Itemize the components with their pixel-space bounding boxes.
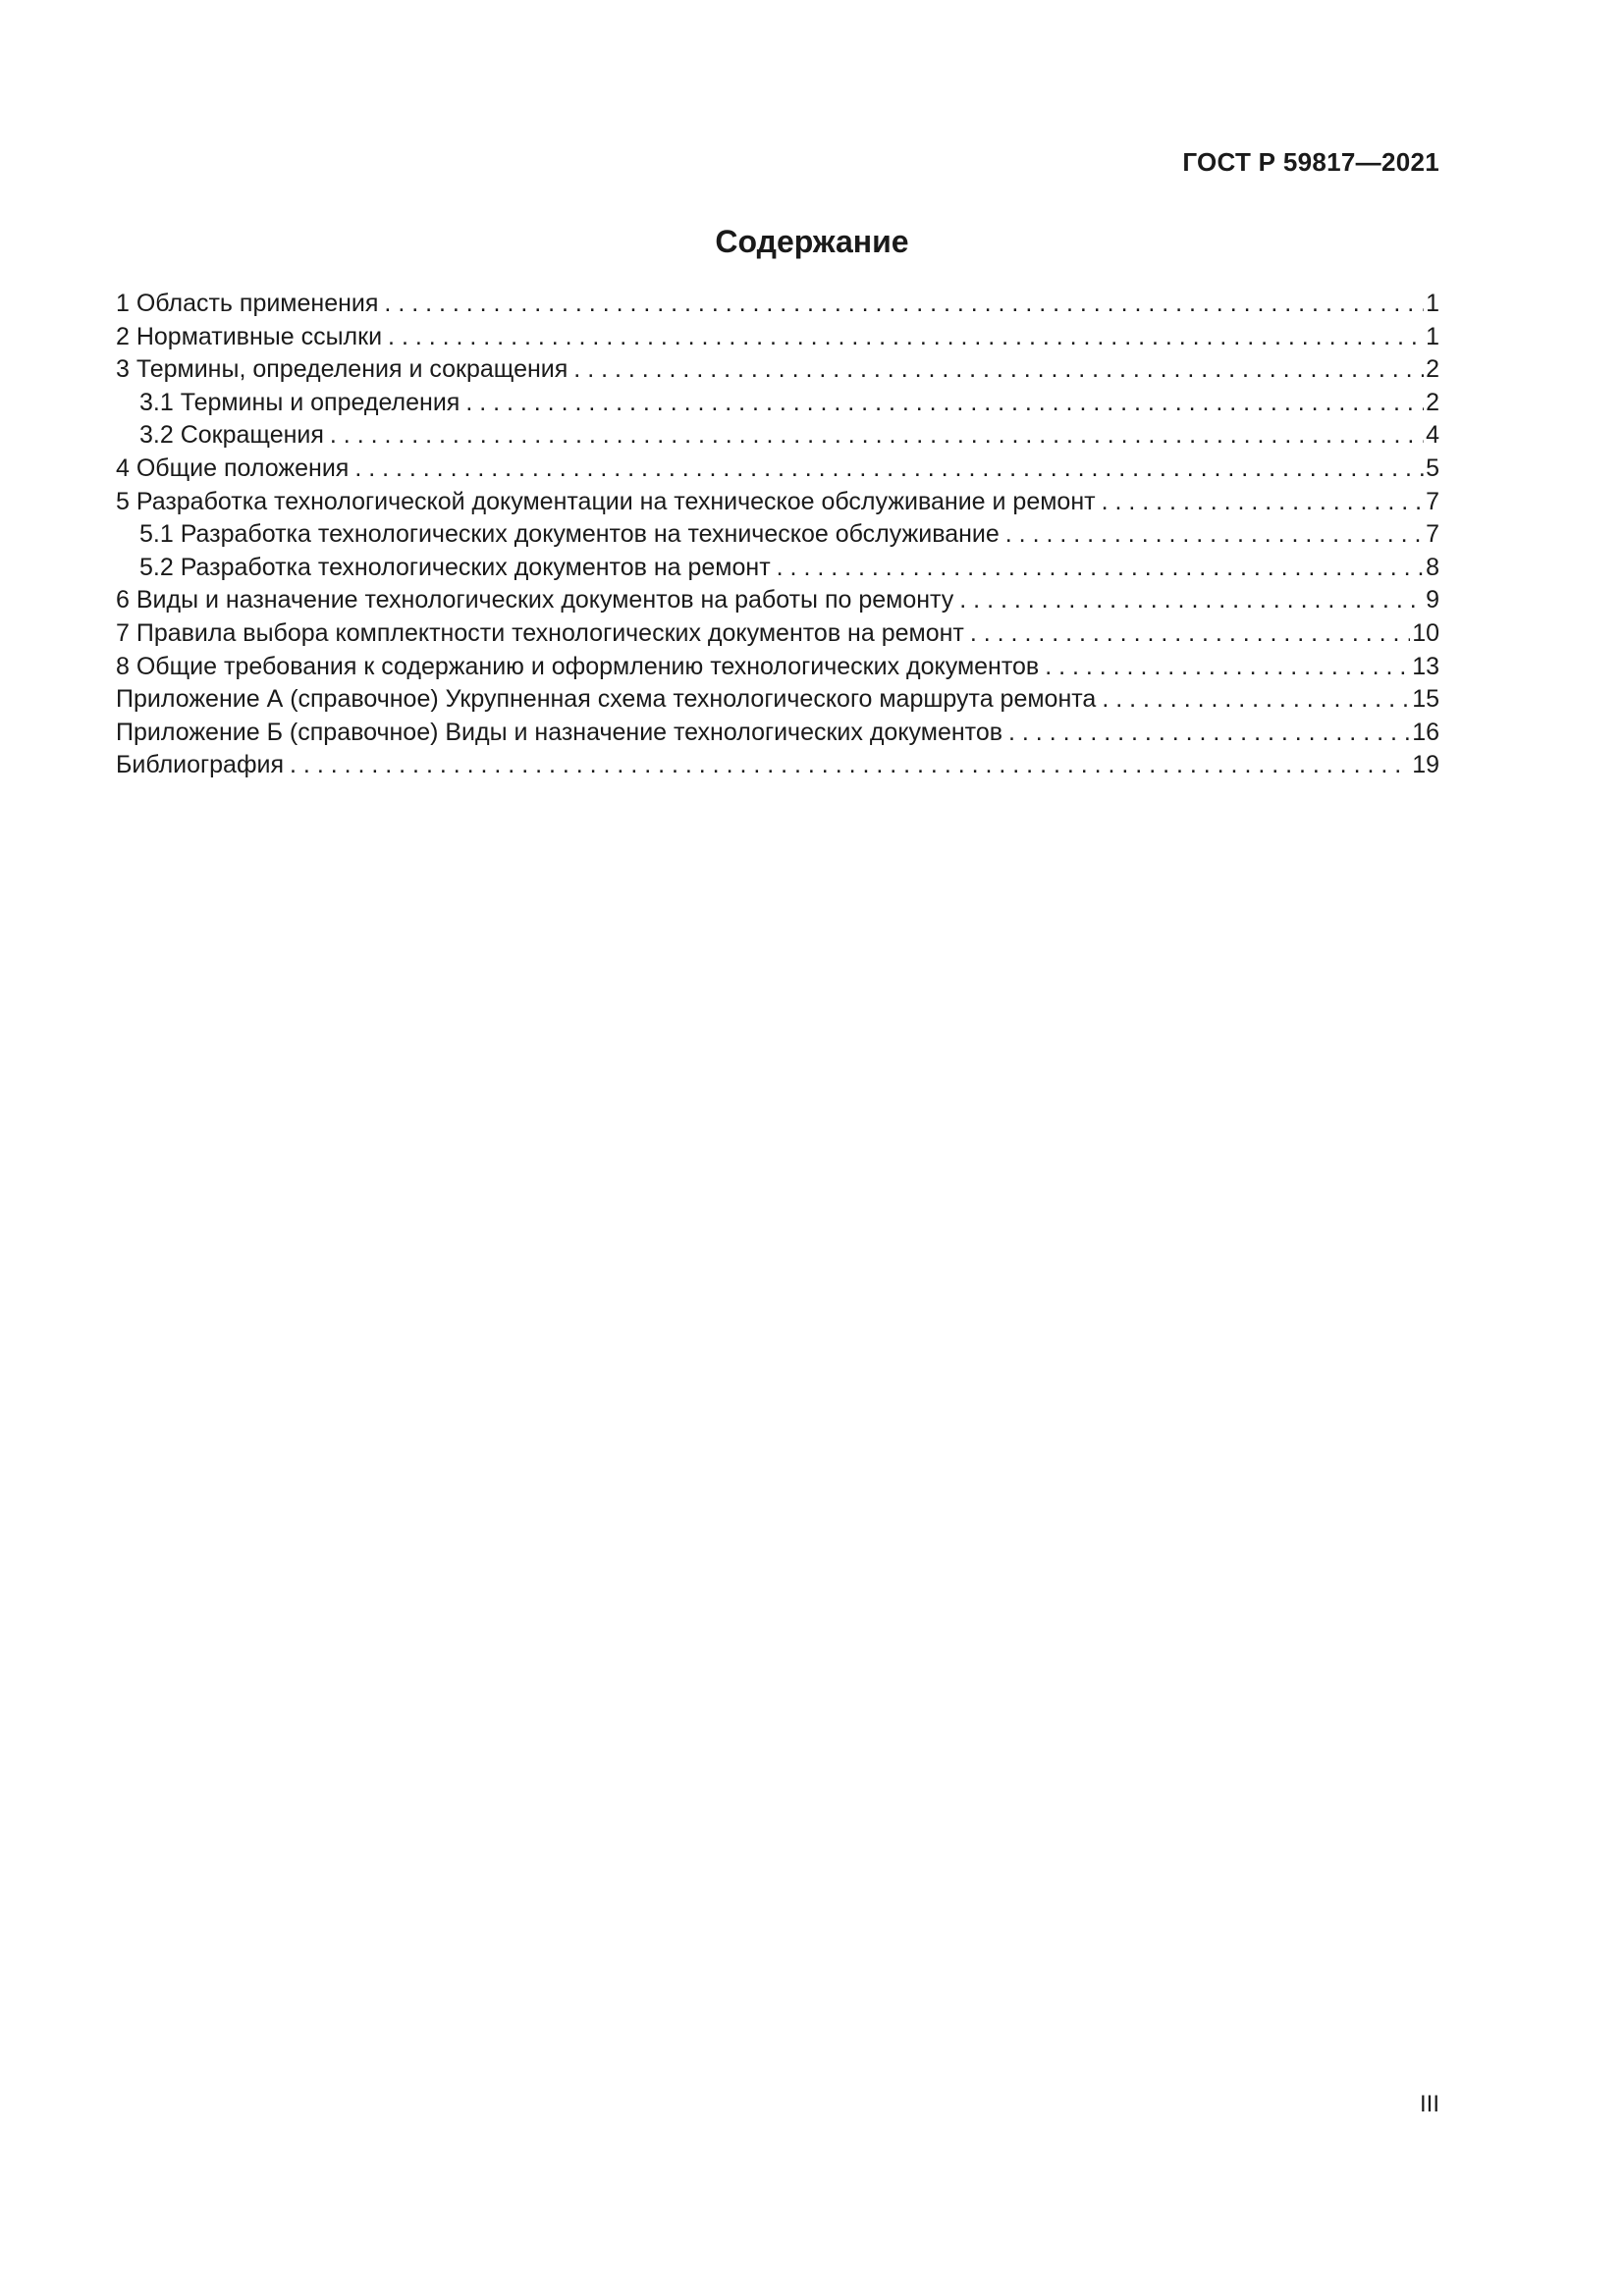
toc-entry[interactable] — [116, 353, 1439, 387]
toc-subentry[interactable] — [116, 552, 1439, 585]
toc-entry-page: 19 — [1412, 751, 1439, 779]
toc-leader-dots — [354, 453, 1424, 486]
toc-entry-label: 4 Общие положения — [116, 454, 350, 482]
toc-leader-dots — [777, 552, 1424, 585]
toc-entry-page: 2 — [1426, 388, 1439, 416]
toc-entry-label: 3.2 Сокращения — [139, 421, 324, 450]
toc-entry-page: 5 — [1426, 454, 1439, 482]
toc-entry-page: 16 — [1412, 718, 1439, 746]
toc-leader-dots — [1005, 518, 1424, 552]
toc-subentry[interactable] — [116, 387, 1439, 420]
document-code: ГОСТ Р 59817—2021 — [1182, 147, 1439, 177]
toc-leader-dots — [573, 353, 1424, 387]
toc-entry[interactable] — [116, 288, 1439, 321]
toc-leader-dots — [388, 321, 1424, 354]
toc-leader-dots — [970, 617, 1410, 651]
toc-subentry[interactable] — [116, 419, 1439, 453]
toc-entry-page: 10 — [1412, 618, 1439, 647]
toc-entry-label: 3.1 Термины и определения — [139, 388, 460, 416]
toc-title: Содержание — [715, 224, 909, 259]
toc-leader-dots — [290, 749, 1410, 782]
toc-entry[interactable] — [116, 321, 1439, 354]
toc-entry-label: 5.2 Разработка технологических документов на ремонт — [139, 553, 771, 581]
toc-leader-dots — [1102, 486, 1425, 519]
toc-entry-label: 2 Нормативные ссылки — [116, 322, 383, 350]
toc-entry[interactable] — [116, 749, 1439, 782]
toc-leader-dots — [384, 288, 1424, 321]
toc-entry-page: 1 — [1426, 322, 1439, 350]
toc-entry-label: 7 Правила выбора комплектности технологических документов на ремонт — [116, 618, 964, 647]
toc-entry[interactable] — [116, 683, 1439, 717]
toc-entry[interactable] — [116, 651, 1439, 684]
toc-leader-dots — [330, 419, 1424, 453]
toc-entry-label: 3 Термины, определения и сокращения — [116, 355, 568, 384]
toc-entry-page: 9 — [1426, 586, 1439, 614]
toc-leader-dots — [959, 584, 1424, 617]
toc-entry-label: 5 Разработка технологической документации на техническое обслуживание и ремонт — [116, 487, 1096, 515]
toc-entry[interactable] — [116, 486, 1439, 519]
toc-entry-page: 1 — [1426, 290, 1439, 317]
toc-entry-page: 13 — [1412, 652, 1439, 680]
toc-leader-dots — [1102, 683, 1410, 717]
toc-entry-label: Приложение Б (справочное) Виды и назначение технологических документов — [116, 718, 1003, 746]
table-of-contents — [116, 288, 1439, 782]
toc-subentry[interactable] — [116, 518, 1439, 552]
toc-leader-dots — [1008, 717, 1410, 750]
toc-entry-label: 5.1 Разработка технологических документов на техническое обслуживание — [139, 520, 1000, 549]
toc-entry-label: 6 Виды и назначение технологических документов на работы по ремонту — [116, 586, 954, 614]
toc-leader-dots — [1045, 651, 1410, 684]
toc-leader-dots — [465, 387, 1424, 420]
toc-entry-label: Приложение А (справочное) Укрупненная схема технологического маршрута ремонта — [116, 685, 1097, 714]
toc-entry-page: 7 — [1426, 520, 1439, 549]
toc-entry-page: 15 — [1412, 685, 1439, 714]
toc-entry-page: 8 — [1426, 553, 1439, 581]
toc-entry-label: 1 Область применения — [116, 290, 379, 317]
toc-entry-label: Библиография — [116, 751, 285, 779]
toc-entry-page: 4 — [1426, 421, 1439, 450]
toc-entry[interactable] — [116, 453, 1439, 486]
toc-entry-page: 7 — [1426, 487, 1439, 515]
toc-entry-page: 2 — [1426, 355, 1439, 384]
toc-entry[interactable] — [116, 584, 1439, 617]
toc-entry[interactable] — [116, 617, 1439, 651]
toc-entry-label: 8 Общие требования к содержанию и оформлению технологических документов — [116, 652, 1040, 680]
toc-entry[interactable] — [116, 717, 1439, 750]
page-number: III — [1419, 2091, 1439, 2117]
